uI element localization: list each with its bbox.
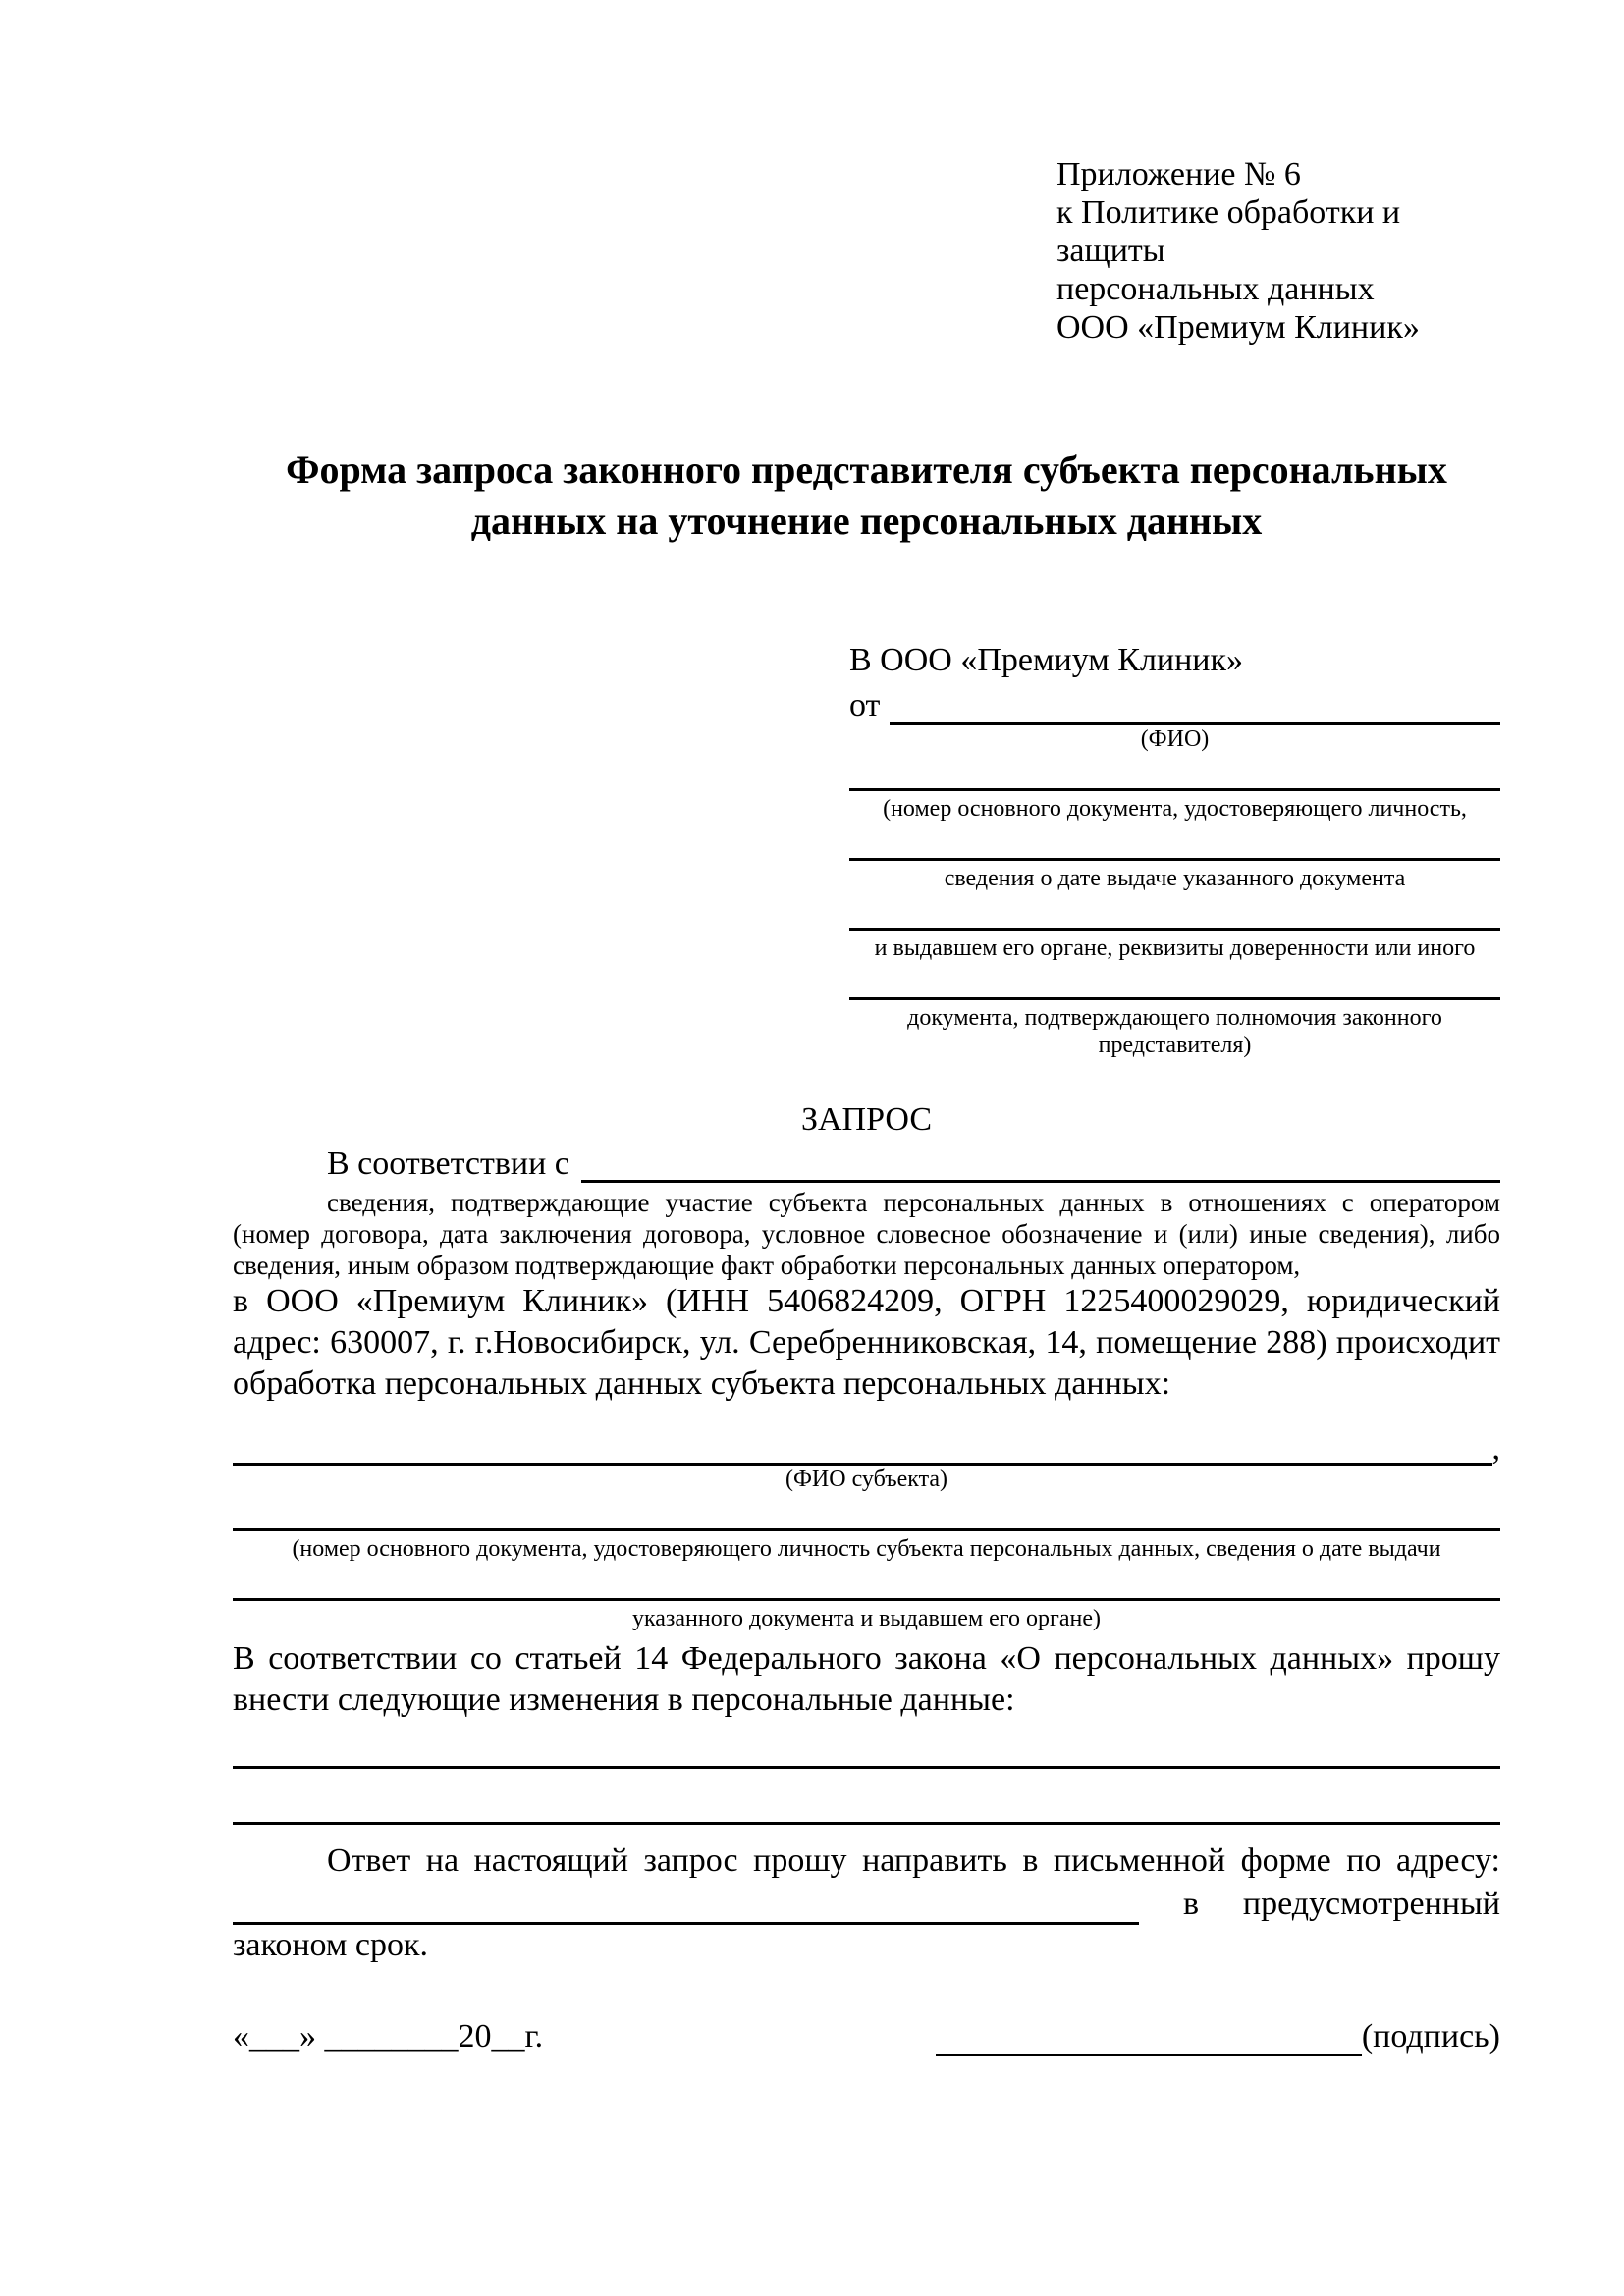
subject-doc-blank-line-1 (233, 1528, 1500, 1531)
basis-label: В соответствии с (327, 1146, 569, 1182)
response-word-stipulated: предусмотренный (1242, 1886, 1500, 1922)
subject-fio-blank-line (233, 1433, 1492, 1466)
appendix-line-2: к Политике обработки и защиты (1056, 194, 1401, 269)
representative-doc-blank-line-1 (849, 788, 1500, 791)
basis-blank-line (581, 1143, 1500, 1183)
signature-caption: (подпись) (1361, 2018, 1500, 2055)
appendix-line-4: ООО «Премиум Клиник» (1056, 309, 1420, 346)
operator-paragraph: в ООО «Премиум Клиник» (ИНН 5406824209, ОГРН 1225400029029, юридический адрес: 630007, г. г.Новосибирск, ул. Серебренниковская, 14, помещение 288) происходит обработка персональных данных субъекта персональных данных: (233, 1283, 1500, 1402)
addressee-block (849, 641, 1500, 1059)
subject-fio-trailing-comma: , (1491, 1430, 1500, 1467)
basis-row (233, 1142, 1500, 1183)
response-tail: законом срок. (233, 1927, 428, 1963)
subject-doc-blank-line-2 (233, 1598, 1500, 1601)
representative-doc-caption-4: документа, подтверждающего полномочия законного представителя) (907, 1005, 1442, 1058)
basis-caption: сведения, подтверждающие участие субъекта персональных данных в отношениях с оператором (номер договора, дата заключения договора, условное словесное обозначение и (или) иные сведения), либо сведения, иным образом подтверждающие факт обработки персональных данных оператором, (233, 1188, 1500, 1280)
document-content (233, 0, 1500, 2056)
representative-fio-caption: (ФИО) (1140, 726, 1210, 752)
request-heading: ЗАПРОС (800, 1101, 933, 1138)
date-line: «___» ________20__г. (233, 2018, 544, 2055)
response-word-in: в (1182, 1886, 1200, 1922)
signature-blank-line (936, 2020, 1362, 2056)
appendix-block (1056, 155, 1500, 347)
changes-blank-line-2 (233, 1822, 1500, 1825)
subject-doc-caption-2: указанного документа и выдавшем его органе) (631, 1606, 1102, 1631)
form-title: Форма запроса законного представителя субъекта персональных данных на уточнение персональных данных (286, 448, 1447, 543)
subject-fio-caption: (ФИО субъекта) (785, 1467, 948, 1492)
representative-doc-blank-line-2 (849, 858, 1500, 861)
response-address-row (233, 1884, 1500, 1925)
from-row (849, 682, 1500, 725)
response-address-blank-line (233, 1887, 1139, 1925)
representative-doc-caption-1: (номер основного документа, удостоверяющего личность, (883, 796, 1467, 822)
subject-doc-caption-1: (номер основного документа, удостоверяющего личность субъекта персональных данных, сведения о дате выдачи (292, 1536, 1441, 1562)
subject-fio-row (233, 1432, 1500, 1466)
signing-row (233, 2017, 1500, 2056)
response-request-line: Ответ на настоящий запрос прошу направить в письменной форме по адресу: (327, 1842, 1500, 1879)
representative-fio-blank-line (890, 685, 1500, 725)
from-label: от (849, 687, 881, 723)
changes-blank-line-1 (233, 1766, 1500, 1769)
representative-doc-blank-line-3 (849, 928, 1500, 931)
appendix-line-1: Приложение № 6 (1056, 156, 1301, 192)
representative-doc-blank-line-4 (849, 997, 1500, 1000)
appendix-line-3: персональных данных (1056, 271, 1375, 307)
addressee-organization: В ООО «Премиум Клиник» (849, 642, 1244, 678)
signature-group (936, 2017, 1500, 2056)
representative-doc-caption-2: сведения о дате выдаче указанного документа (944, 866, 1406, 891)
representative-doc-caption-3: и выдавшем его органе, реквизиты доверенности или иного (874, 935, 1476, 961)
article14-paragraph: В соответствии со статьей 14 Федерального закона «О персональных данных» прошу внести следующие изменения в персональные данные: (233, 1640, 1500, 1718)
